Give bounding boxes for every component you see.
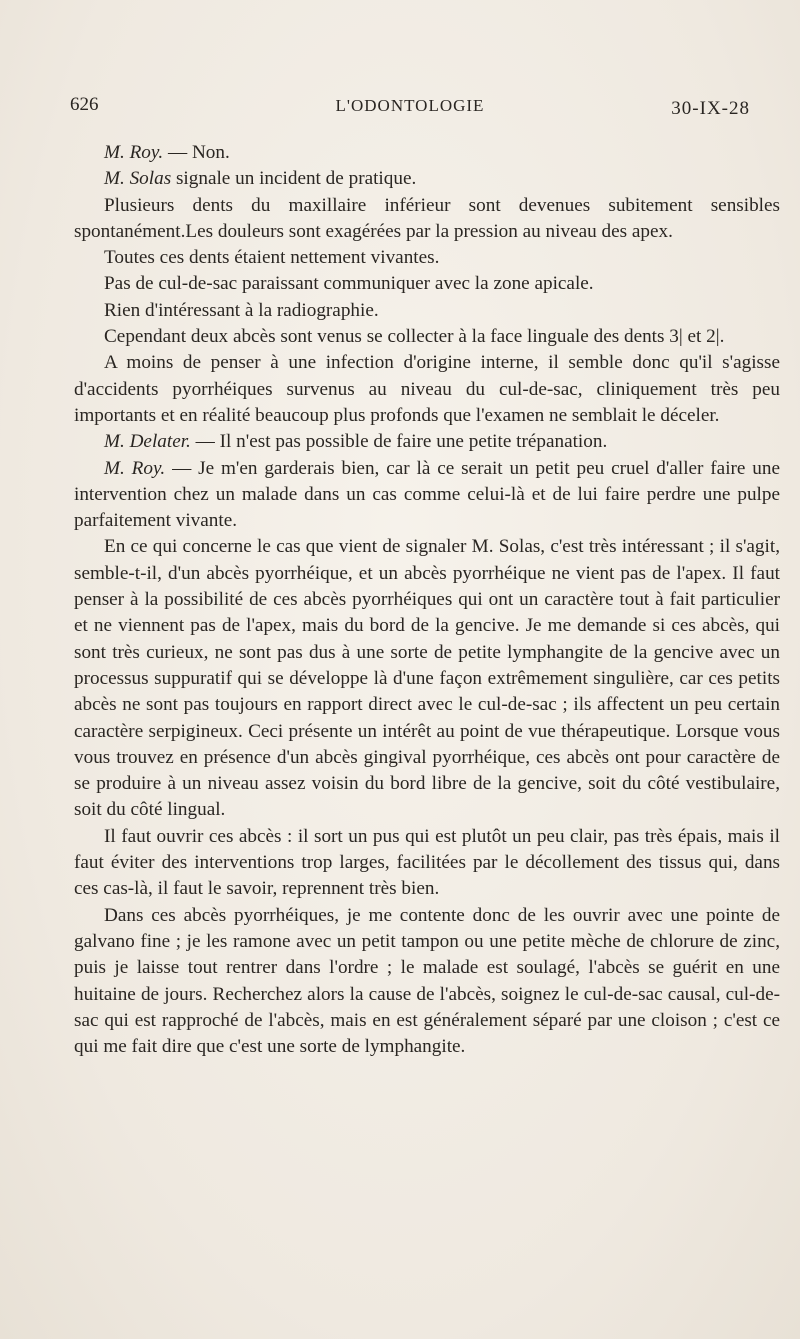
paragraph-text: Il faut ouvrir ces abcès : il sort un pus qui est plutôt un peu clair, pas très épais, mais il faut éviter des interventions trop larges, facilitées par le décollement des tissus qui, dans ces cas-là, il faut le savoir, reprennent très bien. [74, 825, 780, 900]
paragraph [74, 324, 780, 350]
paragraph [74, 166, 780, 192]
paragraph-text: — Il n'est pas possible de faire une petite trépanation. [190, 431, 608, 453]
paragraph [74, 456, 780, 535]
paragraph [74, 824, 780, 903]
paragraph [74, 245, 780, 271]
paragraph-text: Rien d'intéressant à la radiographie. [104, 299, 379, 321]
journal-title: L'ODONTOLOGIE [335, 96, 485, 115]
page-header [70, 94, 750, 122]
paragraph-text: Pas de cul-de-sac paraissant communiquer avec la zone apicale. [104, 273, 594, 295]
paragraph-text: — Non. [163, 142, 230, 163]
paragraph [74, 350, 780, 429]
issue-date: 30-IX-28 [671, 98, 750, 119]
paragraph-text: — Je m'en garderais bien, car là ce serait un petit peu cruel d'aller faire une intervention chez un malade dans un cas comme celui-là et de lui faire perdre une pulpe parfaitement vivante. [74, 457, 780, 532]
paragraph-text: Cependant deux abcès sont venus se collecter à la face linguale des dents 3| et 2|. [104, 326, 725, 348]
speaker-name: M. Delater. [104, 431, 191, 453]
paragraph-text: A moins de penser à une infection d'origine interne, il semble donc qu'il s'agisse d'accidents pyorrhéiques survenus au niveau du cul-de-sac, cliniquement très peu importants et en réalité beaucoup plus profonds que l'examen ne semblait le déceler. [74, 352, 780, 426]
paragraph-text: signale un incident de pratique. [171, 168, 417, 190]
paragraph [74, 903, 780, 1061]
paragraph-text: En ce qui concerne le cas que vient de signaler M. Solas, c'est très intéressant ; il s'agit, semble-t-il, d'un abcès pyorrhéique, et un abcès pyorrhéique ne vient pas de l'apex. Il faut penser à la possibilité de ces abcès pyorrhéiques qui ont un caractère tout à fait particulier et ne viennent pas de l'apex, mais du bord de la gencive. Je me demande si ces abcès, qui sont très curieux, ne sont pas dus à une sorte de petite lymphangite de la gencive avec un processus suppuratif qui se développe là d'une façon extrêmement singulière, car ces petits abcès ne sont pas toujours en rapport direct avec le cul-de-sac ; ils affectent un peu certain caractère serpigineux. Ceci présente un intérêt au point de vue thérapeutique. Lorsque vous vous trouvez en présence d'un abcès gingival pyorrhéique, ces abcès ont pour caractère de se produire à un niveau assez voisin du bord libre de la gencive, soit du côté vestibulaire, soit du côté lingual. [74, 536, 780, 821]
speaker-name: M. Roy. [104, 142, 164, 163]
body-text [74, 140, 780, 1060]
paragraph [74, 271, 780, 297]
page-number: 626 [70, 94, 99, 115]
paragraph [74, 193, 780, 246]
paragraph-text: Dans ces abcès pyorrhéiques, je me contente donc de les ouvrir avec une pointe de galvano fine ; je les ramone avec un petit tampon ou une petite mèche de chlorure de zinc, puis je laisse tout rentrer dans l'ordre ; le malade est soulagé, l'abcès se guérit en une huitaine de jours. Recherchez alors la cause de l'abcès, soignez le cul-de-sac causal, cul-de-sac qui est rapproché de l'abcès, mais en est généralement séparé par une cloison ; c'est ce qui me fait dire que c'est une sorte de lymphangite. [74, 904, 780, 1058]
paragraph [74, 140, 780, 166]
paragraph-text: Plusieurs dents du maxillaire inférieur sont devenues subitement sensibles spontanément.Les douleurs sont exagérées par la pression au niveau des apex. [74, 194, 780, 242]
paragraph [74, 298, 780, 324]
paragraph [74, 429, 780, 455]
speaker-name: M. Roy. [104, 457, 166, 479]
speaker-name: M. Solas [104, 168, 172, 190]
paragraph [74, 534, 780, 823]
paragraph-text: Toutes ces dents étaient nettement vivantes. [104, 247, 440, 269]
